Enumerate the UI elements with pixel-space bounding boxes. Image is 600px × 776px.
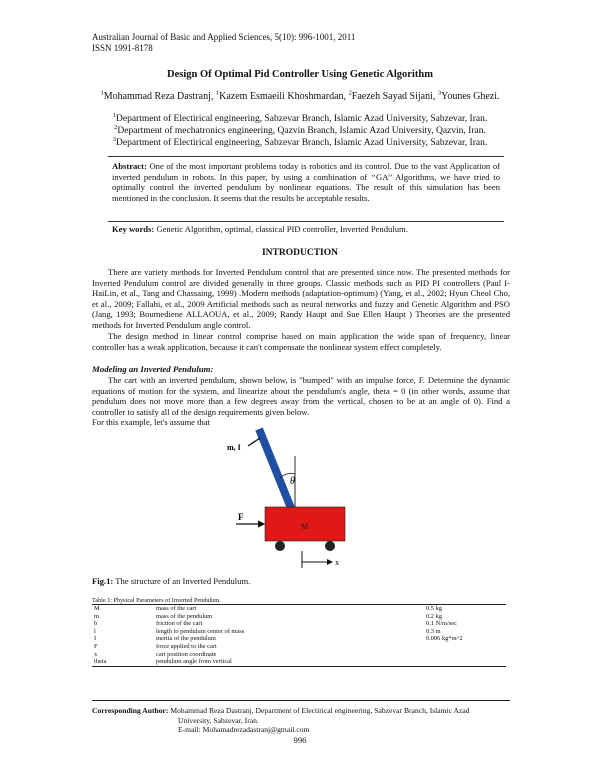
issn: ISSN 1991-8178 — [92, 43, 153, 53]
table-cell: 0.006 kg*m^2 — [426, 635, 463, 643]
keywords-text: Genetic Algorithm, optimal, classical PID controller, Inverted Pendulum. — [154, 224, 408, 234]
table-cell: l — [94, 627, 96, 635]
affiliation-text: Department of Electirical engineering, Sabzevar Branch, Islamic Azad University, Sabzevar, Iran. — [116, 114, 488, 124]
table-cell: force applied to the cart — [156, 642, 217, 650]
table-row — [92, 658, 506, 666]
table-cell: M — [94, 605, 100, 612]
page-number: 996 — [293, 735, 307, 745]
abstract-label: Abstract: — [112, 161, 147, 171]
table-cell: x — [94, 650, 98, 658]
paper-title: Design Of Optimal Pid Controller Using Genetic Algorithm — [167, 69, 433, 80]
author-name: Mohammad Reza Dastranj, — [103, 91, 216, 102]
table-cell: friction of the cart — [156, 620, 203, 628]
parameters-table — [92, 604, 506, 667]
table-cell: theta — [94, 658, 107, 666]
figure-caption-text: The structure of an Inverted Pendulum. — [113, 576, 251, 586]
table-cell: b — [94, 620, 98, 628]
table-row — [92, 613, 506, 621]
modeling-paragraph-2: For this example, let's assume that — [92, 417, 211, 427]
figure-caption-label: Fig.1: — [92, 576, 114, 586]
table-cell: cart position coordinate — [156, 650, 217, 658]
table-cell: 0.3 m — [426, 627, 441, 635]
table-cell: length to pendulum center of mass — [156, 627, 245, 635]
table-cell — [424, 643, 506, 651]
abstract-box — [108, 156, 504, 222]
mass-inertia-label: m, I — [227, 443, 241, 452]
cart-mass-label: M — [301, 522, 309, 531]
author-sup: 1 — [215, 89, 220, 97]
affiliation — [0, 113, 600, 125]
force-label: F — [238, 512, 244, 522]
theta-label: θ — [290, 476, 295, 487]
table-cell: mass of the cart — [156, 605, 197, 612]
author-sup: 3 — [437, 89, 442, 97]
table-cell: I — [94, 635, 97, 643]
table-cell: mass of the pendulum — [156, 612, 213, 620]
corresponding-author-line2: University, Sabzevar, Iran. — [178, 715, 259, 725]
cart-wheel-left — [275, 541, 285, 551]
table-row — [92, 628, 506, 636]
figure-caption — [92, 576, 250, 586]
corresponding-author — [92, 706, 512, 735]
table-row — [92, 651, 506, 659]
table-caption: Table 1: Physical Parameters of Inverted Pendulum. — [92, 597, 221, 604]
table-cell: inertia of the pendulum — [156, 635, 216, 643]
affiliation-text: Department of mechatronics engineering, Qazvin Branch, Islamic Azad University, Qazvin, Iran. — [117, 126, 486, 136]
author-list — [0, 91, 600, 102]
affiliation — [0, 125, 600, 137]
author-name: Faezeh Sayad Sijani, — [351, 91, 438, 102]
author-sup: 2 — [348, 89, 352, 97]
corresponding-author-email: E-mail: Mohamadrezadastranj@gmail.com — [178, 725, 310, 735]
table-cell: 0.1 N/m/sec — [426, 620, 457, 628]
table-cell: m — [94, 612, 99, 620]
affiliation-sup: 3 — [112, 135, 117, 143]
x-axis-label: x — [335, 558, 339, 567]
corresponding-author-line1: Mohammad Reza Dastranj, Department of Electirical engineering, Sabzevar Branch, Islamic Azad — [168, 706, 470, 715]
author-name: Kazem Esmaeili Khoshmardan, — [219, 91, 349, 102]
section-heading-modeling: Modeling an Inverted Pendulum: — [92, 364, 214, 374]
inverted-pendulum-figure — [220, 408, 440, 578]
table-cell — [424, 651, 506, 659]
journal-line: Australian Journal of Basic and Applied Sciences, 5(10): 996-1001, 2011 — [92, 32, 356, 42]
section-heading-introduction: INTRODUCTION — [261, 248, 338, 258]
affiliation-sup: 1 — [112, 111, 117, 119]
table-cell: 0.2 kg — [426, 612, 442, 620]
table-row — [92, 605, 506, 613]
author-name: Younes Ghezi. — [441, 91, 500, 102]
affiliation-sup: 2 — [114, 123, 118, 131]
mass-pointer-arrow — [248, 438, 260, 446]
affiliation — [0, 137, 600, 149]
intro-paragraph-2: The design method in linear control comprise based on main application the wide span of frequency, linear controller has a weak application, because it can't compensate the nonlinear system effect completely. — [92, 331, 510, 352]
corresponding-author-label: Corresponding Author: — [92, 706, 169, 715]
keywords-label: Key words: — [112, 224, 155, 234]
footnote-divider — [92, 700, 510, 701]
keywords — [112, 224, 502, 234]
affiliation-text: Department of Electirical engineering, Sabzevar Branch, Islamic Azad University, Sabzevar, Iran. — [116, 138, 488, 148]
modeling-paragraph-1: The cart with an inverted pendulum, shown below, is "bumped" with an impulse force, F. Determine the dynamic equations of motion for the system, and linearize about the pendulum's angle, theta = 0 (in other words, assume that pendulum does not move more than a few degrees away from the vertical, chosen to be at an angle of 0). Find a controller to satisfy all of the design requirements given below. — [92, 375, 510, 417]
table-cell — [424, 658, 506, 666]
table-cell: F — [94, 642, 98, 650]
author-sup: 1 — [100, 89, 104, 97]
table-cell: 0.5 kg — [426, 605, 442, 612]
table-cell: pendulum angle from vertical — [156, 658, 232, 666]
intro-paragraph-1: There are variety methods for Inverted Pendulum control that are presented since now. The presented methods for Inverted Pendulum control are divided generally in three groups. Classic methods such as PID PI controllers (Paul I-HaiLin, et al., Tang and Chassaing, 1999) .Modern methods (adaptation-optimum) (Yang, et al., 2002; Hyun Cheol Cho, et al., 2009; Fallahi, et al., 2009 Artificial methods such as neural networks and fuzzy and Genetic Algorithm and PSO (Jang, 1993; Boumediene ALLAOUA, et al., 2009; Randy Haupt and Sue Ellen Haupt ) Theories are the presented methods for Inverted Pendulum angle control. — [92, 267, 510, 330]
table-row — [92, 620, 506, 628]
table-row — [92, 635, 506, 643]
abstract-text: One of the most important problems today is robotics and its control. Due to the vast Application of inverted pendulum in robots. In this paper, by using a combination of ‘‘GA’’ Algorithms, we have tried to optimally control the inverted pendulum by nonlinear equations. The result of this simulation has been mentioned in the conclusion. It seems that the results be acceptable results. — [112, 161, 500, 203]
cart-wheel-right — [325, 541, 335, 551]
table-row — [92, 643, 506, 651]
